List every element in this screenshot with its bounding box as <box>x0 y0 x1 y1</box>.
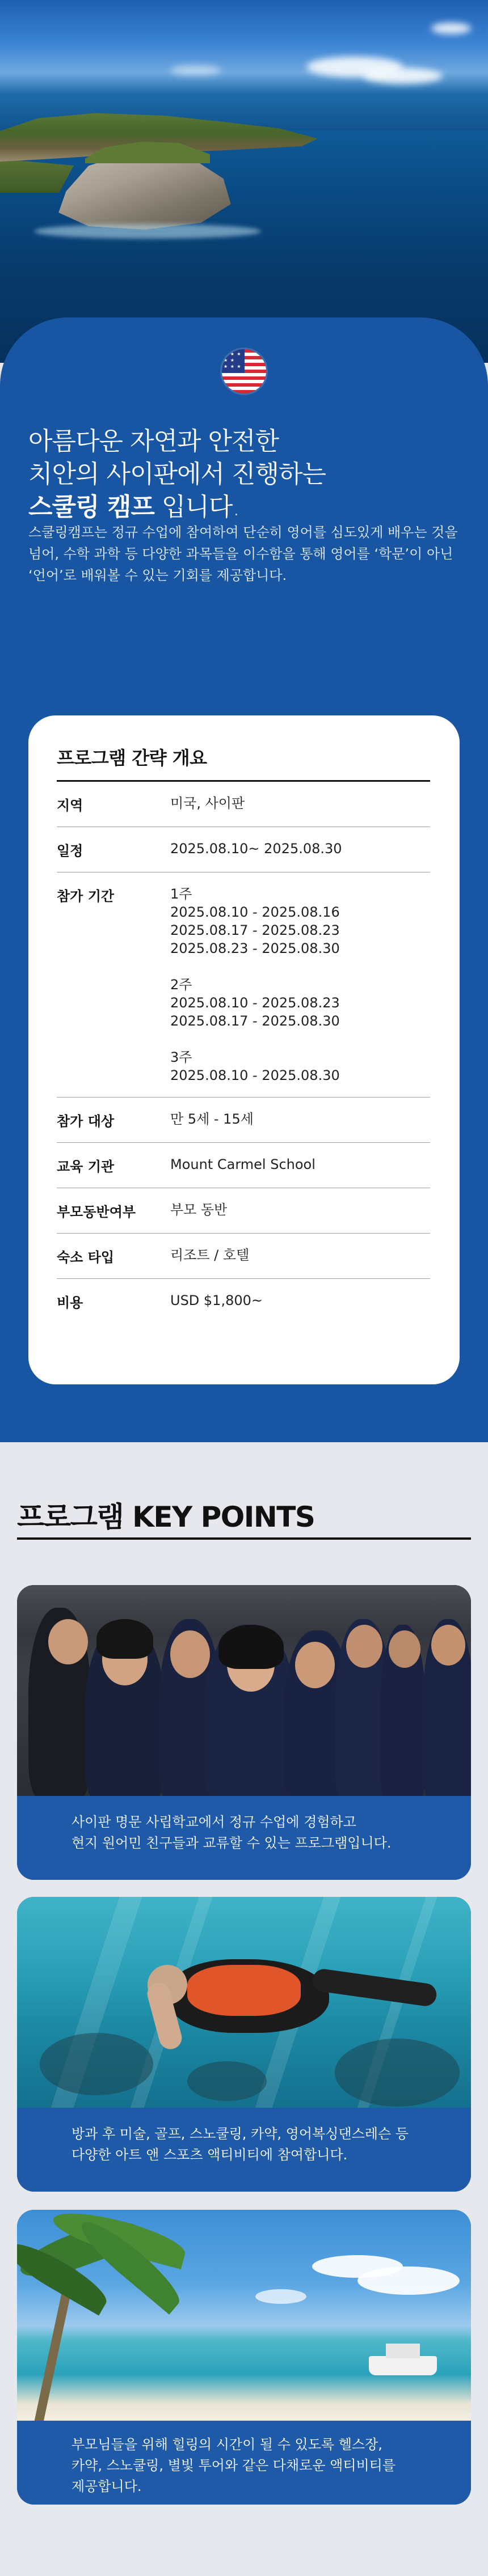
overview-title: 프로그램 간략 개요 <box>57 744 430 782</box>
headline-suffix: 입니다. <box>154 493 240 522</box>
key-point-text: 방과 후 미술, 골프, 스노쿨링, 카약, 영어복싱댄스레슨 등 다양한 아트 앤 스포츠 액티비티에 참여합니다. <box>17 2108 471 2192</box>
headline-line-3 <box>28 491 460 524</box>
snorkel-photo <box>17 1897 471 2108</box>
overview-row <box>57 1279 430 1324</box>
overview-row <box>57 1143 430 1188</box>
overview-row-value: USD $1,800~ <box>170 1293 263 1308</box>
overview-row <box>57 872 430 1098</box>
overview-row-value <box>170 885 430 1084</box>
overview-row-value: 리조트 / 호텔 <box>170 1247 250 1263</box>
overview-row-value: Mount Carmel School <box>170 1156 315 1172</box>
headline-emphasis: 스쿨링 캠프 <box>28 493 154 522</box>
key-points-title: 프로그램 KEY POINTS <box>17 1501 315 1533</box>
intro-description: 스쿨링캠프는 정규 수업에 참여하여 단순히 영어를 심도있게 배우는 것을 넘어, 수학 과학 등 다양한 과목들을 이수함을 통해 영어를 ‘학문’이 아닌 ‘언어’로 배워볼 수 있는 기회를 제공합니다. <box>28 524 458 583</box>
overview-row-value: 2025.08.10~ 2025.08.30 <box>170 841 342 857</box>
overview-row-value: 부모 동반 <box>170 1202 228 1218</box>
overview-row-label: 숙소 타입 <box>57 1249 115 1265</box>
overview-row-value: 만 5세 - 15세 <box>170 1111 254 1127</box>
overview-row-label: 참가 대상 <box>57 1113 115 1129</box>
overview-row-value: 미국, 사이판 <box>170 795 245 811</box>
overview-row <box>57 827 430 872</box>
key-point-card-3 <box>17 2210 471 2505</box>
beach-photo <box>17 2210 471 2421</box>
duration-option: 2주 2025.08.10 - 2025.08.23 2025.08.17 - 2025.08.30 <box>170 977 340 1029</box>
headline-line-2: 치안의 사이판에서 진행하는 <box>28 460 326 489</box>
program-overview-card <box>28 715 460 1384</box>
headline-line-1: 아름다운 자연과 안전한 <box>28 427 279 456</box>
overview-row-label: 비용 <box>57 1295 83 1311</box>
overview-row <box>57 1188 430 1234</box>
duration-option: 1주 2025.08.10 - 2025.08.16 2025.08.17 - 2025.08.23 2025.08.23 - 2025.08.30 <box>170 886 340 956</box>
students-photo <box>17 1585 471 1796</box>
overview-row-label: 지역 <box>57 798 83 814</box>
key-point-text: 사이판 명문 사립학교에서 정규 수업에 경험하고 현지 원어민 친구들과 교류할 수 있는 프로그램입니다. <box>17 1796 471 1880</box>
overview-row <box>57 1234 430 1279</box>
overview-row-label: 일정 <box>57 843 83 859</box>
overview-row-label: 부모동반여부 <box>57 1204 136 1220</box>
overview-row <box>57 1098 430 1143</box>
overview-row <box>57 782 430 827</box>
hero-image <box>0 0 488 363</box>
key-point-card-2 <box>17 1897 471 2192</box>
overview-table <box>57 782 430 1324</box>
key-point-text: 부모님들을 위해 힐링의 시간이 될 수 있도록 헬스장, 카약, 스노쿨링, 별빛 투어와 같은 다채로운 액티비티를 제공합니다. <box>17 2421 471 2505</box>
us-flag-icon <box>222 349 266 393</box>
duration-option: 3주 2025.08.10 - 2025.08.30 <box>170 1049 340 1083</box>
overview-row-label: 참가 기간 <box>57 888 115 904</box>
intro-headline <box>28 425 460 524</box>
overview-row-label: 교육 기관 <box>57 1159 115 1175</box>
key-point-card-1 <box>17 1585 471 1880</box>
key-points-divider <box>17 1537 471 1540</box>
